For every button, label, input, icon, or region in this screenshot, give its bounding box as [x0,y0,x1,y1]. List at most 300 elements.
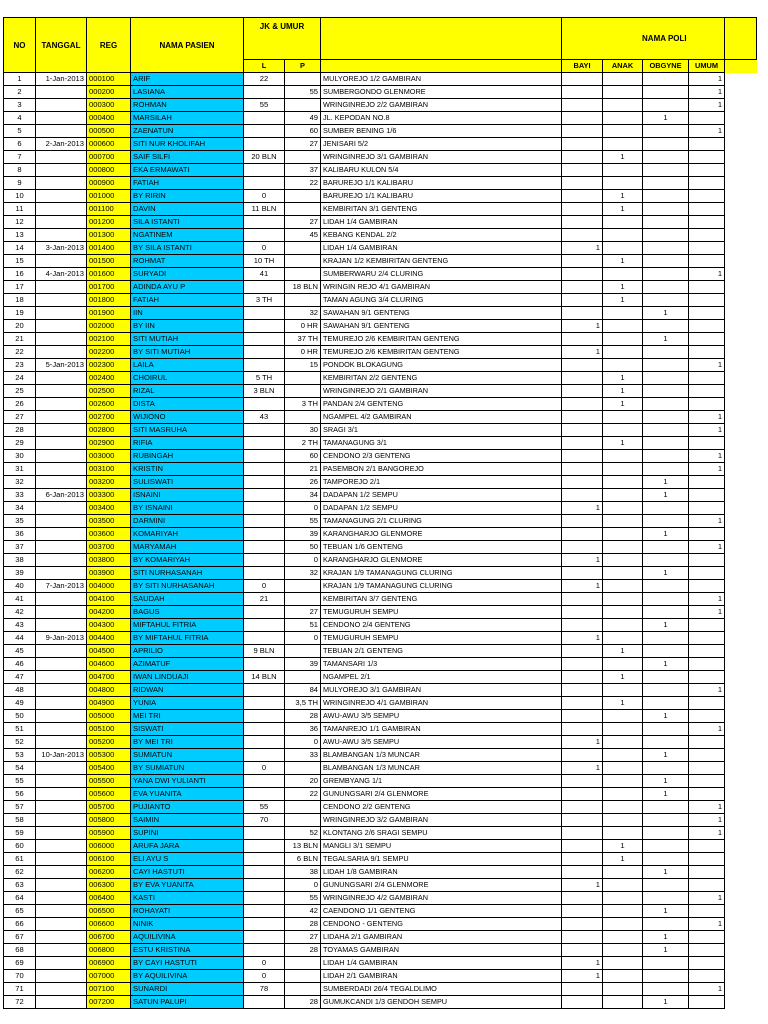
cell-l[interactable] [244,437,285,450]
cell-obgyne[interactable]: 1 [643,567,689,580]
cell-umum[interactable] [689,385,725,398]
cell-reg[interactable]: 005300 [87,749,131,762]
cell-umum[interactable] [689,567,725,580]
cell-l[interactable] [244,606,285,619]
cell-reg[interactable]: 004300 [87,619,131,632]
cell-l[interactable] [244,541,285,554]
cell-l[interactable]: 43 [244,411,285,424]
cell-umum[interactable]: 1 [689,73,725,86]
cell-no[interactable]: 53 [4,749,36,762]
cell-umum[interactable] [689,320,725,333]
cell-l[interactable]: 0 [244,242,285,255]
cell-umum[interactable] [689,190,725,203]
cell-alamat[interactable]: LIDAH 1/4 GAMBIRAN [321,242,562,255]
cell-reg[interactable]: 001200 [87,216,131,229]
cell-no[interactable]: 13 [4,229,36,242]
cell-p[interactable] [285,580,321,593]
cell-alamat[interactable]: MULYOREJO 3/1 GAMBIRAN [321,684,562,697]
cell-reg[interactable]: 003600 [87,528,131,541]
cell-anak[interactable] [603,736,643,749]
cell-bayi[interactable] [562,671,603,684]
cell-anak[interactable] [603,138,643,151]
cell-tanggal[interactable] [36,918,87,931]
cell-tanggal[interactable] [36,788,87,801]
cell-l[interactable] [244,307,285,320]
cell-alamat[interactable]: KEMBIRITAN 2/2 GENTENG [321,372,562,385]
cell-no[interactable]: 35 [4,515,36,528]
cell-l[interactable] [244,528,285,541]
cell-alamat[interactable]: CENDONO 2/4 GENTENG [321,619,562,632]
cell-p[interactable]: 22 [285,788,321,801]
cell-nama-pasien[interactable]: IIN [131,307,244,320]
cell-l[interactable] [244,476,285,489]
cell-nama-pasien[interactable]: IWAN LINDUAJI [131,671,244,684]
cell-tanggal[interactable] [36,619,87,632]
cell-alamat[interactable]: KRAJAN 1/9 TAMANAGUNG CLURING [321,580,562,593]
cell-l[interactable] [244,554,285,567]
cell-alamat[interactable]: SUMBERDADI 26/4 TEGALDLIMO [321,983,562,996]
cell-umum[interactable] [689,476,725,489]
cell-tanggal[interactable] [36,697,87,710]
cell-l[interactable]: 3 BLN [244,385,285,398]
cell-umum[interactable] [689,333,725,346]
header-l[interactable]: L [244,60,285,73]
cell-obgyne[interactable]: 1 [643,112,689,125]
cell-anak[interactable]: 1 [603,294,643,307]
cell-p[interactable] [285,801,321,814]
cell-nama-pasien[interactable]: MARYAMAH [131,541,244,554]
cell-alamat[interactable]: DADAPAN 1/2 SEMPU [321,489,562,502]
cell-bayi[interactable] [562,996,603,1009]
cell-umum[interactable]: 1 [689,359,725,372]
cell-bayi[interactable]: 1 [562,554,603,567]
cell-p[interactable] [285,151,321,164]
cell-l[interactable] [244,996,285,1009]
cell-anak[interactable]: 1 [603,645,643,658]
cell-anak[interactable] [603,177,643,190]
cell-reg[interactable]: 003100 [87,463,131,476]
cell-l[interactable] [244,736,285,749]
cell-umum[interactable]: 1 [689,983,725,996]
cell-bayi[interactable] [562,177,603,190]
cell-umum[interactable] [689,710,725,723]
cell-nama-pasien[interactable]: PUJIANTO [131,801,244,814]
cell-nama-pasien[interactable]: BY SITI MUTIAH [131,346,244,359]
cell-tanggal[interactable] [36,671,87,684]
cell-p[interactable] [285,645,321,658]
header-jk-umur[interactable]: JK & UMUR [244,18,321,60]
cell-anak[interactable] [603,125,643,138]
cell-umum[interactable] [689,489,725,502]
cell-p[interactable] [285,671,321,684]
cell-l[interactable]: 10 TH [244,255,285,268]
cell-p[interactable]: 3 TH [285,398,321,411]
cell-bayi[interactable] [562,801,603,814]
cell-p[interactable]: 3,5 TH [285,697,321,710]
cell-no[interactable]: 49 [4,697,36,710]
cell-tanggal[interactable] [36,840,87,853]
cell-p[interactable]: 28 [285,996,321,1009]
cell-alamat[interactable]: CAENDONO 1/1 GENTENG [321,905,562,918]
cell-umum[interactable] [689,203,725,216]
cell-l[interactable]: 55 [244,99,285,112]
cell-umum[interactable]: 1 [689,99,725,112]
cell-tanggal[interactable]: 4-Jan-2013 [36,268,87,281]
cell-p[interactable]: 21 [285,463,321,476]
cell-anak[interactable] [603,619,643,632]
cell-alamat[interactable]: TEMUGURUH SEMPU [321,632,562,645]
cell-p[interactable]: 50 [285,541,321,554]
cell-p[interactable] [285,255,321,268]
cell-bayi[interactable] [562,606,603,619]
cell-bayi[interactable] [562,73,603,86]
cell-bayi[interactable]: 1 [562,957,603,970]
cell-obgyne[interactable] [643,697,689,710]
cell-umum[interactable] [689,944,725,957]
cell-l[interactable] [244,515,285,528]
cell-nama-pasien[interactable]: BY KOMARIYAH [131,554,244,567]
cell-anak[interactable] [603,554,643,567]
cell-no[interactable]: 32 [4,476,36,489]
cell-alamat[interactable]: KRAJAN 1/9 TAMANAGUNG CLURING [321,567,562,580]
cell-alamat[interactable]: GUMUKCANDI 1/3 GENDOH SEMPU [321,996,562,1009]
cell-obgyne[interactable] [643,359,689,372]
cell-obgyne[interactable] [643,138,689,151]
cell-l[interactable] [244,632,285,645]
cell-umum[interactable]: 1 [689,723,725,736]
cell-umum[interactable] [689,619,725,632]
cell-l[interactable] [244,879,285,892]
cell-tanggal[interactable] [36,346,87,359]
cell-l[interactable] [244,853,285,866]
cell-l[interactable] [244,281,285,294]
cell-reg[interactable]: 000600 [87,138,131,151]
cell-nama-pasien[interactable]: SAIF SILFI [131,151,244,164]
header-bayi[interactable]: BAYI [562,60,603,73]
cell-obgyne[interactable] [643,450,689,463]
cell-anak[interactable]: 1 [603,281,643,294]
cell-no[interactable]: 48 [4,684,36,697]
cell-p[interactable]: 32 [285,567,321,580]
cell-tanggal[interactable] [36,528,87,541]
cell-alamat[interactable]: PANDAN 2/4 GENTENG [321,398,562,411]
cell-no[interactable]: 29 [4,437,36,450]
cell-no[interactable]: 33 [4,489,36,502]
cell-tanggal[interactable] [36,775,87,788]
cell-l[interactable]: 3 TH [244,294,285,307]
cell-l[interactable]: 22 [244,73,285,86]
cell-reg[interactable]: 005000 [87,710,131,723]
cell-bayi[interactable] [562,697,603,710]
cell-alamat[interactable]: BARUREJO 1/1 KALIBARU [321,190,562,203]
cell-anak[interactable]: 1 [603,385,643,398]
cell-tanggal[interactable] [36,385,87,398]
cell-bayi[interactable] [562,619,603,632]
cell-tanggal[interactable] [36,86,87,99]
cell-umum[interactable] [689,164,725,177]
cell-alamat[interactable]: SAWAHAN 9/1 GENTENG [321,320,562,333]
cell-no[interactable]: 18 [4,294,36,307]
cell-tanggal[interactable] [36,463,87,476]
cell-bayi[interactable] [562,892,603,905]
cell-l[interactable] [244,177,285,190]
cell-obgyne[interactable] [643,892,689,905]
cell-tanggal[interactable] [36,710,87,723]
cell-obgyne[interactable] [643,398,689,411]
cell-obgyne[interactable] [643,853,689,866]
cell-umum[interactable] [689,372,725,385]
cell-p[interactable] [285,814,321,827]
cell-obgyne[interactable] [643,762,689,775]
cell-reg[interactable]: 002700 [87,411,131,424]
cell-p[interactable]: 27 [285,931,321,944]
cell-no[interactable]: 12 [4,216,36,229]
cell-umum[interactable] [689,242,725,255]
cell-p[interactable]: 55 [285,892,321,905]
cell-nama-pasien[interactable]: KRISTIN [131,463,244,476]
cell-p[interactable]: 38 [285,866,321,879]
cell-tanggal[interactable] [36,502,87,515]
cell-bayi[interactable] [562,814,603,827]
cell-reg[interactable]: 004900 [87,697,131,710]
cell-alamat[interactable]: KALIBARU KULON 5/4 [321,164,562,177]
cell-anak[interactable] [603,931,643,944]
cell-l[interactable] [244,450,285,463]
cell-p[interactable] [285,385,321,398]
cell-obgyne[interactable] [643,320,689,333]
cell-anak[interactable] [603,749,643,762]
cell-no[interactable]: 24 [4,372,36,385]
cell-umum[interactable] [689,788,725,801]
cell-p[interactable] [285,372,321,385]
cell-reg[interactable]: 001600 [87,268,131,281]
cell-anak[interactable] [603,229,643,242]
cell-alamat[interactable]: WRINGINREJO 2/2 GAMBIRAN [321,99,562,112]
cell-obgyne[interactable] [643,346,689,359]
cell-p[interactable]: 60 [285,450,321,463]
cell-tanggal[interactable] [36,931,87,944]
cell-nama-pasien[interactable]: BY AQUILIVINA [131,970,244,983]
cell-reg[interactable]: 007100 [87,983,131,996]
cell-anak[interactable] [603,307,643,320]
cell-l[interactable] [244,112,285,125]
cell-reg[interactable]: 001000 [87,190,131,203]
cell-bayi[interactable]: 1 [562,879,603,892]
cell-bayi[interactable] [562,190,603,203]
cell-anak[interactable] [603,762,643,775]
cell-p[interactable]: 42 [285,905,321,918]
cell-anak[interactable] [603,957,643,970]
cell-tanggal[interactable] [36,255,87,268]
cell-obgyne[interactable]: 1 [643,749,689,762]
cell-reg[interactable]: 000900 [87,177,131,190]
cell-l[interactable] [244,619,285,632]
cell-no[interactable]: 63 [4,879,36,892]
cell-obgyne[interactable]: 1 [643,528,689,541]
cell-alamat[interactable]: NGAMPEL 4/2 GAMBIRAN [321,411,562,424]
cell-alamat[interactable]: KEMBIRITAN 3/1 GENTENG [321,203,562,216]
cell-p[interactable]: 0 HR [285,320,321,333]
cell-anak[interactable] [603,424,643,437]
cell-nama-pasien[interactable]: ISNAINI [131,489,244,502]
cell-anak[interactable] [603,86,643,99]
cell-umum[interactable] [689,216,725,229]
cell-umum[interactable] [689,853,725,866]
cell-l[interactable] [244,684,285,697]
cell-bayi[interactable] [562,281,603,294]
cell-umum[interactable] [689,528,725,541]
cell-nama-pasien[interactable]: NINIK [131,918,244,931]
cell-alamat[interactable]: NGAMPEL 2/1 [321,671,562,684]
cell-obgyne[interactable] [643,840,689,853]
cell-no[interactable]: 55 [4,775,36,788]
cell-reg[interactable]: 004800 [87,684,131,697]
cell-no[interactable]: 3 [4,99,36,112]
cell-tanggal[interactable]: 6-Jan-2013 [36,489,87,502]
header-alamat-sub[interactable] [321,60,562,73]
cell-umum[interactable] [689,229,725,242]
cell-reg[interactable]: 004000 [87,580,131,593]
cell-reg[interactable]: 003700 [87,541,131,554]
cell-reg[interactable]: 006700 [87,931,131,944]
cell-p[interactable] [285,268,321,281]
cell-reg[interactable]: 004500 [87,645,131,658]
cell-l[interactable] [244,424,285,437]
cell-obgyne[interactable] [643,424,689,437]
cell-umum[interactable] [689,281,725,294]
cell-l[interactable] [244,229,285,242]
cell-bayi[interactable] [562,593,603,606]
cell-nama-pasien[interactable]: SITI NURHASANAH [131,567,244,580]
cell-anak[interactable] [603,892,643,905]
cell-umum[interactable] [689,697,725,710]
cell-bayi[interactable]: 1 [562,970,603,983]
cell-tanggal[interactable] [36,515,87,528]
cell-bayi[interactable] [562,112,603,125]
cell-alamat[interactable]: SAWAHAN 9/1 GENTENG [321,307,562,320]
cell-obgyne[interactable]: 1 [643,944,689,957]
cell-no[interactable]: 27 [4,411,36,424]
cell-nama-pasien[interactable]: BAGUS [131,606,244,619]
cell-obgyne[interactable]: 1 [643,931,689,944]
cell-nama-pasien[interactable]: LASIANA [131,86,244,99]
cell-alamat[interactable]: WRINGINREJO 3/1 GAMBIRAN [321,151,562,164]
cell-tanggal[interactable] [36,801,87,814]
cell-tanggal[interactable] [36,450,87,463]
cell-anak[interactable]: 1 [603,151,643,164]
cell-anak[interactable]: 1 [603,372,643,385]
cell-p[interactable]: 45 [285,229,321,242]
cell-umum[interactable] [689,879,725,892]
cell-alamat[interactable]: TEBUAN 1/6 GENTENG [321,541,562,554]
cell-bayi[interactable] [562,567,603,580]
cell-nama-pasien[interactable]: SITI MUTIAH [131,333,244,346]
cell-no[interactable]: 60 [4,840,36,853]
cell-l[interactable] [244,840,285,853]
cell-anak[interactable]: 1 [603,437,643,450]
cell-no[interactable]: 38 [4,554,36,567]
cell-no[interactable]: 72 [4,996,36,1009]
cell-nama-pasien[interactable]: SURYADI [131,268,244,281]
cell-bayi[interactable]: 1 [562,736,603,749]
cell-p[interactable]: 26 [285,476,321,489]
cell-alamat[interactable]: KRAJAN 1/2 KEMBIRITAN GENTENG [321,255,562,268]
cell-obgyne[interactable]: 1 [643,476,689,489]
cell-reg[interactable]: 005400 [87,762,131,775]
cell-umum[interactable] [689,866,725,879]
cell-bayi[interactable] [562,645,603,658]
cell-obgyne[interactable] [643,203,689,216]
cell-p[interactable]: 22 [285,177,321,190]
cell-tanggal[interactable] [36,996,87,1009]
cell-bayi[interactable] [562,151,603,164]
cell-tanggal[interactable] [36,424,87,437]
cell-no[interactable]: 61 [4,853,36,866]
cell-bayi[interactable] [562,489,603,502]
cell-alamat[interactable]: WRINGIN REJO 4/1 GAMBIRAN [321,281,562,294]
cell-reg[interactable]: 006400 [87,892,131,905]
cell-bayi[interactable]: 1 [562,320,603,333]
cell-no[interactable]: 14 [4,242,36,255]
cell-alamat[interactable]: SRAGI 3/1 [321,424,562,437]
cell-alamat[interactable]: KLONTANG 2/6 SRAGI SEMPU [321,827,562,840]
cell-obgyne[interactable] [643,723,689,736]
cell-alamat[interactable]: BLAMBANGAN 1/3 MUNCAR [321,749,562,762]
cell-nama-pasien[interactable]: BY SUMIATUN [131,762,244,775]
cell-p[interactable] [285,593,321,606]
header-nama-pasien[interactable]: NAMA PASIEN [131,18,244,73]
cell-nama-pasien[interactable]: RIZAL [131,385,244,398]
cell-anak[interactable] [603,528,643,541]
cell-l[interactable] [244,866,285,879]
cell-alamat[interactable]: WRINGINREJO 3/2 GAMBIRAN [321,814,562,827]
cell-obgyne[interactable] [643,385,689,398]
cell-tanggal[interactable] [36,281,87,294]
cell-umum[interactable]: 1 [689,424,725,437]
cell-obgyne[interactable] [643,151,689,164]
cell-obgyne[interactable] [643,463,689,476]
cell-l[interactable] [244,749,285,762]
cell-reg[interactable]: 001900 [87,307,131,320]
cell-anak[interactable]: 1 [603,853,643,866]
cell-alamat[interactable]: KARANGHARJO GLENMORE [321,554,562,567]
cell-l[interactable]: 0 [244,580,285,593]
cell-obgyne[interactable] [643,983,689,996]
cell-obgyne[interactable] [643,879,689,892]
cell-umum[interactable] [689,658,725,671]
cell-reg[interactable]: 002900 [87,437,131,450]
cell-alamat[interactable]: CENDONO - GENTENG [321,918,562,931]
cell-tanggal[interactable] [36,333,87,346]
cell-tanggal[interactable] [36,736,87,749]
cell-anak[interactable] [603,658,643,671]
cell-anak[interactable] [603,359,643,372]
cell-anak[interactable] [603,814,643,827]
header-umum[interactable]: UMUM [689,60,725,73]
cell-l[interactable] [244,944,285,957]
cell-nama-pasien[interactable]: SITI NUR KHOLIFAH [131,138,244,151]
cell-alamat[interactable]: SUMBERWARU 2/4 CLURING [321,268,562,281]
cell-alamat[interactable]: TAMANAGUNG 2/1 CLURING [321,515,562,528]
cell-no[interactable]: 2 [4,86,36,99]
cell-p[interactable]: 0 [285,879,321,892]
cell-no[interactable]: 17 [4,281,36,294]
cell-p[interactable]: 0 [285,502,321,515]
cell-nama-pasien[interactable]: ROHMAT [131,255,244,268]
cell-tanggal[interactable] [36,216,87,229]
cell-no[interactable]: 62 [4,866,36,879]
cell-no[interactable]: 8 [4,164,36,177]
